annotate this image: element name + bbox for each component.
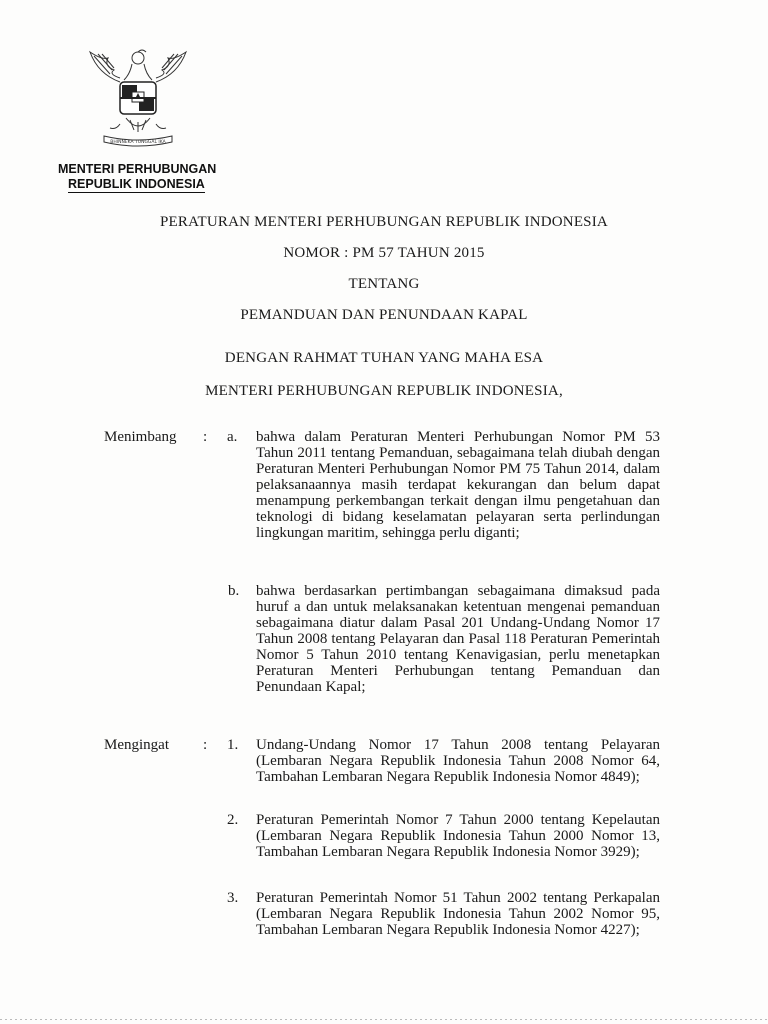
mengingat-item-2-marker: 2.: [227, 812, 239, 828]
regulation-number: NOMOR : PM 57 TAHUN 2015: [283, 245, 485, 261]
emblem-motto-text: BHINNEKA TUNGGAL IKA: [110, 140, 166, 145]
mengingat-colon: :: [203, 737, 208, 753]
mengingat-item-1-text: Undang-Undang Nomor 17 Tahun 2008 tentang Pelayaran (Lembaran Negara Republik Indonesia Tahun 2008 Nomor 64, Tambahan Lembaran Negara Republik Indonesia Nomor 4849);: [256, 737, 660, 785]
regulation-about: TENTANG: [348, 276, 420, 292]
garuda-emblem-icon: [80, 44, 196, 148]
menimbang-colon: :: [203, 429, 208, 445]
mengingat-item-3-text: Peraturan Pemerintah Nomor 51 Tahun 2002 tentang Perkapalan (Lembaran Negara Republik Indonesia Tahun 2002 Nomor 95, Tambahan Lembaran Negara Republik Indonesia Nomor 4227);: [256, 890, 660, 938]
menimbang-label: Menimbang: [104, 429, 177, 445]
blessing-line: DENGAN RAHMAT TUHAN YANG MAHA ESA: [224, 350, 544, 366]
menimbang-item-a-text: bahwa dalam Peraturan Menteri Perhubungan Nomor PM 53 Tahun 2011 tentang Pemanduan, sebagaimana telah diubah dengan Peraturan Menteri Perhubungan Nomor PM 75 Tahun 2014, dalam pelaksanaannya masih terdapat kekurangan dan belum dapat menampung perkembangan terkait dengan ilmu pengetahuan dan teknologi di bidang keselamatan pelayaran serta perlindungan lingkungan maritim, sehingga perlu diganti;: [256, 429, 660, 541]
mengingat-item-2-text: Peraturan Pemerintah Nomor 7 Tahun 2000 tentang Kepelautan (Lembaran Negara Republik Indonesia Tahun 2000 Nomor 13, Tambahan Lembaran Negara Republik Indonesia Nomor 3929);: [256, 812, 660, 860]
minister-line: MENTERI PERHUBUNGAN REPUBLIK INDONESIA,: [205, 383, 563, 399]
mengingat-item-3-marker: 3.: [227, 890, 239, 906]
mengingat-item-1-marker: 1.: [227, 737, 239, 753]
ministry-letterhead: [58, 162, 216, 193]
menimbang-item-a-marker: a.: [227, 429, 238, 445]
page-bottom-edge: [0, 1019, 768, 1020]
ministry-title: MENTERI PERHUBUNGAN: [58, 162, 217, 176]
mengingat-label: Mengingat: [104, 737, 169, 753]
menimbang-item-b-marker: b.: [228, 583, 240, 599]
regulation-title: PERATURAN MENTERI PERHUBUNGAN REPUBLIK INDONESIA: [160, 214, 608, 230]
menimbang-item-b-text: bahwa berdasarkan pertimbangan sebagaimana dimaksud pada huruf a dan untuk melaksanakan ketentuan mengenai pemanduan sebagaimana diatur dalam Pasal 201 Undang-Undang Nomor 17 Tahun 2008 tentang Pelayaran dan Pasal 118 Peraturan Pemerintah Nomor 5 Tahun 2010 tentang Kenavigasian, perlu menetapkan Peraturan Menteri Perhubungan tentang Pemanduan dan Penundaan Kapal;: [256, 583, 660, 695]
regulation-subject: PEMANDUAN DAN PENUNDAAN KAPAL: [240, 307, 528, 323]
ministry-country: REPUBLIK INDONESIA: [68, 177, 205, 191]
